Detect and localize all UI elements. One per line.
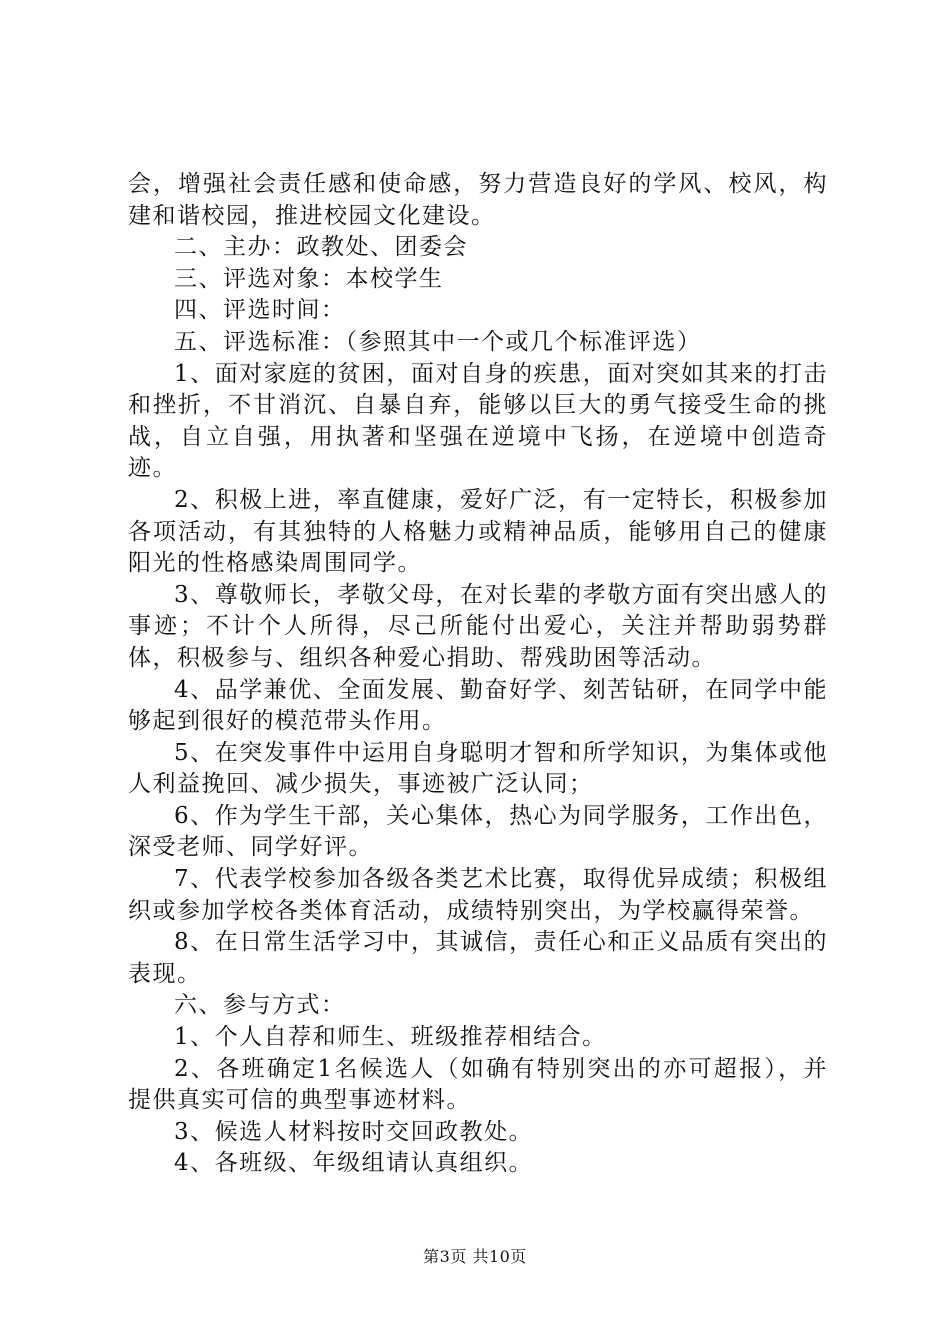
criteria-item-6: 6、作为学生干部，关心集体，热心为同学服务，工作出色，深受老师、同学好评。 xyxy=(128,802,828,861)
section-heading-target: 三、评选对象：本校学生 xyxy=(174,265,444,292)
participation-item-2: 2、各班确定1名候选人（如确有特别突出的亦可超报），并提供真实可信的典型事迹材料。 xyxy=(128,1055,828,1114)
criteria-item-2: 2、积极上进，率直健康，爱好广泛，有一定特长，积极参加各项活动，有其独特的人格魅力或精神品质，能够用自己的健康阳光的性格感染周围同学。 xyxy=(128,486,828,577)
section-heading-participation: 六、参与方式： xyxy=(174,992,346,1019)
section-heading-time: 四、评选时间： xyxy=(174,297,346,324)
participation-item-3: 3、候选人材料按时交回政教处。 xyxy=(174,1118,534,1145)
criteria-item-8: 8、在日常生活学习中，其诚信，责任心和正义品质有突出的表现。 xyxy=(128,929,828,987)
section-heading-organizer: 二、主办：政教处、团委会 xyxy=(174,234,468,261)
participation-item-1: 1、个人自荐和师生、班级推荐相结合。 xyxy=(174,1024,607,1051)
participation-item-4: 4、各班级、年级组请认真组织。 xyxy=(174,1150,534,1177)
document-body xyxy=(128,169,828,1180)
criteria-item-1: 1、面对家庭的贫困，面对自身的疾患，面对突如其来的打击和挫折，不甘消沉、自暴自弃，能够以巨大的勇气接受生命的挑战，自立自强，用执著和坚强在逆境中飞扬，在逆境中创造奇迹。 xyxy=(128,360,828,482)
criteria-item-3: 3、尊敬师长，孝敬父母，在对长辈的孝敬方面有突出感人的事迹；不计个人所得，尽己所能付出爱心，关注并帮助弱势群体，积极参与、组织各种爱心捐助、帮残助困等活动。 xyxy=(128,581,828,671)
section-heading-criteria: 五、评选标准：（参照其中一个或几个标准评选） xyxy=(174,328,702,355)
page-number-label: 第3页 共10页 xyxy=(423,1247,527,1266)
criteria-item-7: 7、代表学校参加各级各类艺术比赛，取得优异成绩；积极组织或参加学校各类体育活动，成绩特别突出，为学校赢得荣誉。 xyxy=(128,866,828,924)
criteria-item-5: 5、在突发事件中运用自身聪明才智和所学知识，为集体或他人利益挽回、减少损失，事迹被广泛认同； xyxy=(128,739,828,798)
page-footer xyxy=(0,1244,950,1267)
criteria-item-4: 4、品学兼优、全面发展、勤奋好学、刻苦钻研，在同学中能够起到很好的模范带头作用。 xyxy=(128,676,828,735)
paragraph: 会，增强社会责任感和使命感，努力营造良好的学风、校风，构建和谐校园，推进校园文化建设。 xyxy=(128,171,828,229)
